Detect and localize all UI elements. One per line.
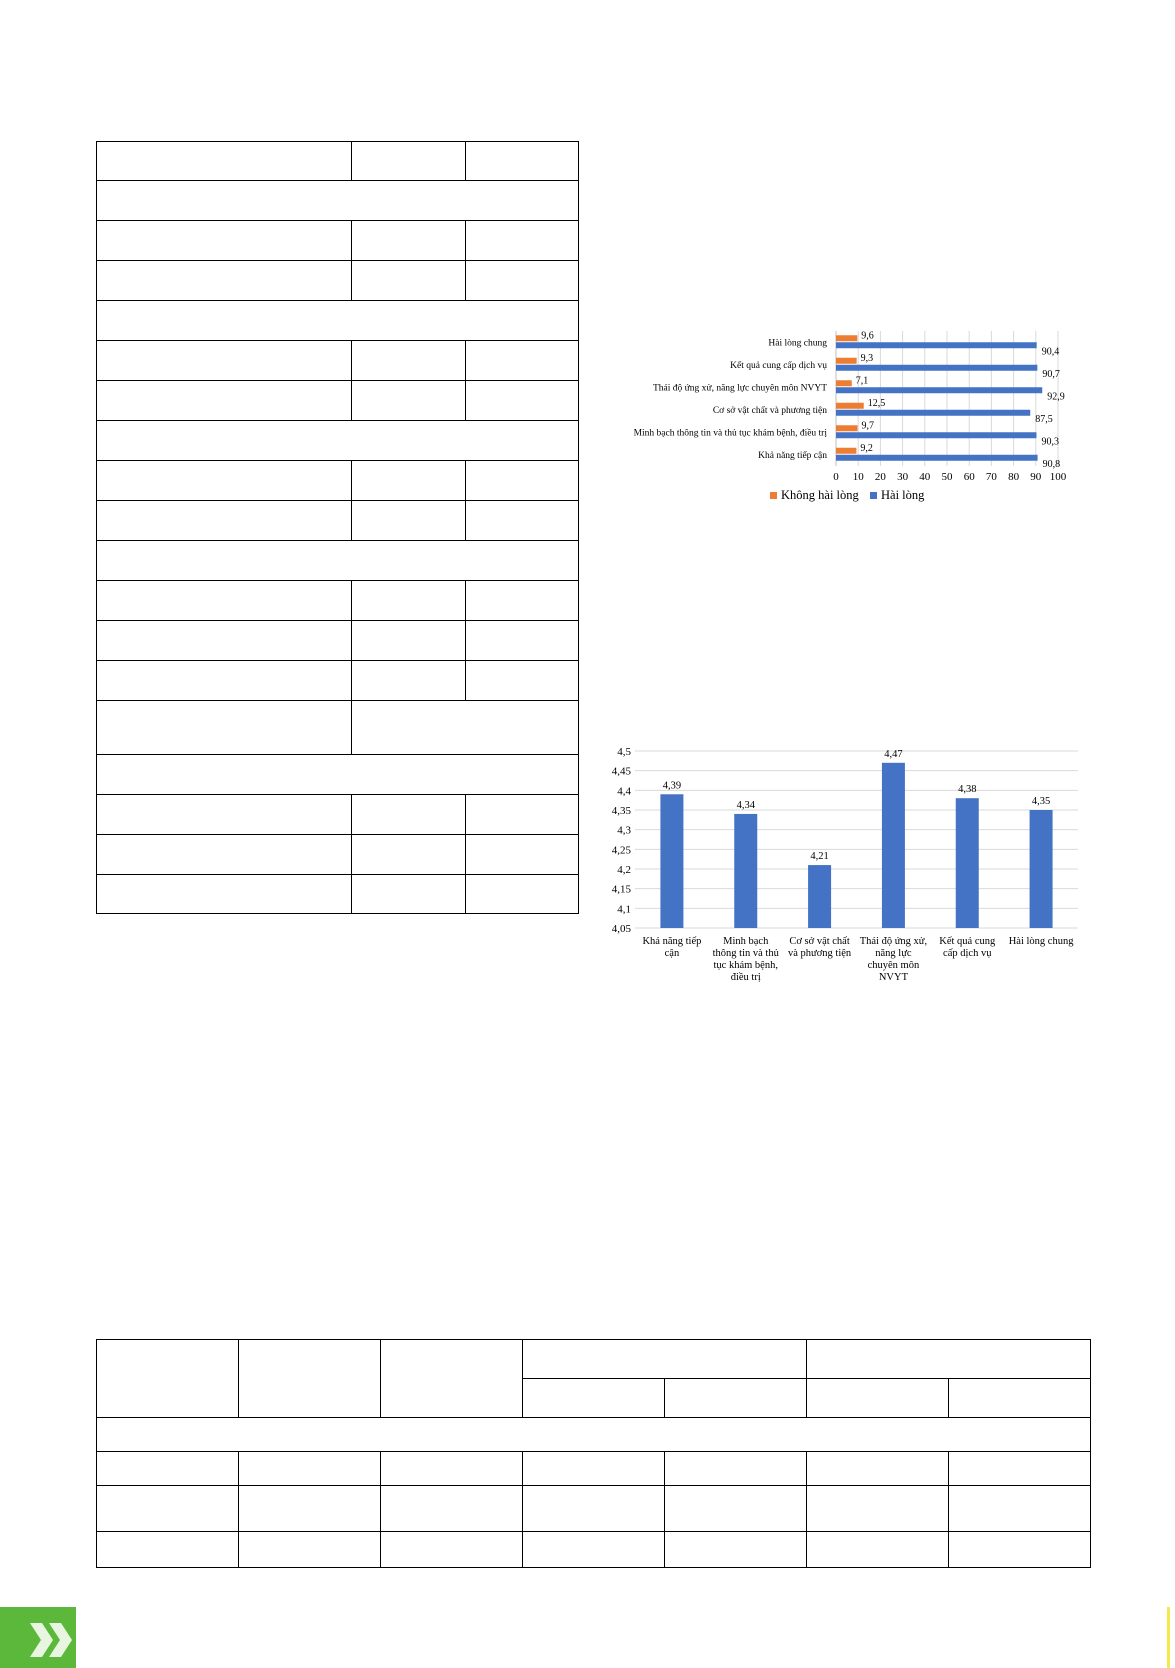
table-row <box>97 1532 1091 1568</box>
category-label: Cơ sở vật chất và phương tiện <box>788 936 852 959</box>
category-label: Kết quả cung cấp dịch vụ <box>939 936 996 959</box>
legend-label: Không hài lòng <box>781 488 859 502</box>
table-section-row <box>97 541 579 581</box>
table-2 <box>96 1339 1091 1568</box>
table-row <box>97 875 579 914</box>
bar-khong-hai-long <box>836 358 857 364</box>
bar <box>1030 810 1053 928</box>
x-tick-label: 50 <box>941 471 953 483</box>
table-row <box>97 142 579 181</box>
data-label: 4,38 <box>958 784 977 796</box>
y-tick-label: 4,5 <box>617 746 631 758</box>
satisfaction-percentage-chart <box>600 320 1100 520</box>
y-tick-label: 4,45 <box>611 765 631 778</box>
table-header-row <box>97 1340 1091 1379</box>
x-tick-label: 20 <box>874 471 886 483</box>
y-tick-label: 4,4 <box>617 785 631 798</box>
bar-khong-hai-long <box>836 380 852 386</box>
table-row <box>97 795 579 835</box>
data-label: 90,4 <box>1041 346 1060 358</box>
footer-bar <box>0 1607 76 1668</box>
bar <box>734 814 757 928</box>
category-label: Thái độ ứng xử, năng lực chuyên môn NVYT <box>652 383 827 394</box>
category-label: Hài lòng chung <box>768 338 827 349</box>
x-tick-label: 70 <box>985 471 997 483</box>
bar-hai-long <box>836 387 1042 393</box>
data-label: 4,21 <box>810 851 829 863</box>
table-section-row <box>97 181 579 221</box>
y-tick-label: 4,25 <box>611 844 631 857</box>
data-label: 9,7 <box>861 420 875 432</box>
legend-swatch <box>770 492 777 499</box>
category-label: Minh bạch thông tin và thủ tục khám bệnh, điều trị <box>712 936 779 983</box>
table-row <box>97 1452 1091 1486</box>
table-row <box>97 701 579 755</box>
data-label: 90,7 <box>1042 368 1060 380</box>
data-label: 4,35 <box>1031 796 1051 807</box>
category-label: Cơ sở vật chất và phương tiện <box>712 405 827 416</box>
x-tick-label: 80 <box>1008 471 1020 483</box>
x-tick-label: 0 <box>833 471 839 483</box>
bar-hai-long <box>836 410 1030 416</box>
double-chevron-right-icon <box>30 1623 74 1657</box>
bar <box>660 794 683 928</box>
x-tick-label: 30 <box>897 471 909 483</box>
table-row <box>97 621 579 661</box>
category-label: Minh bạch thông tin và thủ tục khám bệnh, điều trị <box>633 428 827 439</box>
x-tick-label: 10 <box>852 471 864 483</box>
legend-swatch <box>870 492 877 499</box>
satisfaction-score-chart <box>600 735 1100 1005</box>
data-label: 87,5 <box>1035 413 1053 425</box>
data-label: 90,3 <box>1041 436 1059 448</box>
data-label: 4,47 <box>884 748 903 760</box>
table-row <box>97 221 579 261</box>
y-tick-label: 4,3 <box>617 824 631 837</box>
x-tick-label: 60 <box>963 471 975 483</box>
bar <box>882 763 905 928</box>
data-label: 12,5 <box>867 397 886 409</box>
data-label: 7,1 <box>855 375 869 387</box>
category-label: Kết quả cung cấp dịch vụ <box>730 360 827 371</box>
table-section-row <box>97 301 579 341</box>
category-label: Hài lòng chung <box>1008 936 1074 947</box>
data-label: 9,6 <box>861 330 874 342</box>
bar-khong-hai-long <box>836 403 864 409</box>
data-label: 9,3 <box>860 352 874 364</box>
data-label: 9,2 <box>860 442 873 454</box>
data-label: 4,39 <box>662 780 682 792</box>
data-label: 4,34 <box>736 799 755 811</box>
x-tick-label: 40 <box>919 471 931 483</box>
bar-hai-long <box>836 455 1038 461</box>
bar <box>956 798 979 928</box>
bar-khong-hai-long <box>836 335 857 341</box>
bar-hai-long <box>836 365 1037 371</box>
table-row <box>97 581 579 621</box>
bar-hai-long <box>836 342 1037 348</box>
table-row <box>97 461 579 501</box>
legend-label: Hài lòng <box>881 488 925 502</box>
data-label: 90,8 <box>1042 458 1061 470</box>
y-tick-label: 4,1 <box>617 903 631 916</box>
bar-khong-hai-long <box>836 425 858 431</box>
table-row <box>97 501 579 541</box>
category-label: Thái độ ứng xử, năng lực chuyên môn NVYT <box>859 936 928 983</box>
table-row <box>97 341 579 381</box>
category-label: Khả năng tiếp cận <box>758 450 827 461</box>
bar <box>808 865 831 928</box>
y-tick-label: 4,05 <box>611 923 631 935</box>
table-row <box>97 835 579 875</box>
bar-khong-hai-long <box>836 448 856 454</box>
bar-hai-long <box>836 432 1036 438</box>
page-edge-mark <box>1167 1607 1170 1668</box>
x-tick-label: 100 <box>1049 471 1067 483</box>
data-label: 92,9 <box>1047 391 1065 403</box>
table-section-row <box>97 1418 1091 1452</box>
x-tick-label: 90 <box>1030 471 1042 483</box>
table-1 <box>96 141 579 914</box>
table-row <box>97 661 579 701</box>
y-tick-label: 4,15 <box>611 883 631 896</box>
category-label: Khả năng tiếp cận <box>642 936 702 959</box>
y-tick-label: 4,35 <box>611 805 631 817</box>
table-row <box>97 381 579 421</box>
y-tick-label: 4,2 <box>617 864 631 876</box>
table-row <box>97 261 579 301</box>
table-row <box>97 1486 1091 1532</box>
table-section-row <box>97 755 579 795</box>
table-section-row <box>97 421 579 461</box>
